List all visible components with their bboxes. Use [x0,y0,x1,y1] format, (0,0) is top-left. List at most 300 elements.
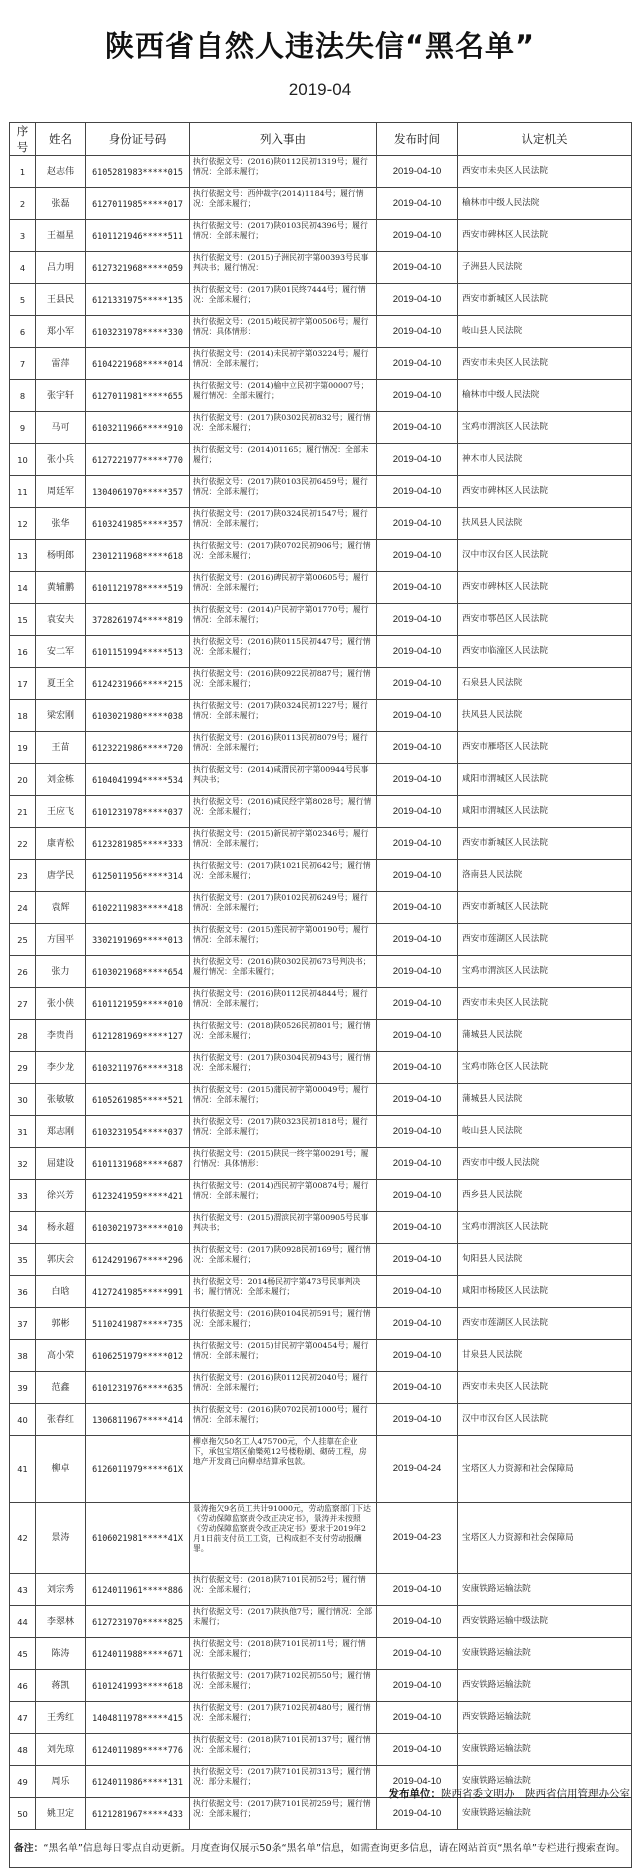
publish-date: 2019-04-10 [377,220,458,252]
table-row [10,540,632,572]
id-number: 6105281983*****015 [86,156,190,188]
issuing-authority: 石泉县人民法院 [458,668,632,700]
publish-date: 2019-04-10 [377,1404,458,1436]
listing-reason: 执行依据文号：(2016)陕0112民初4844号；履行情况：全部未履行； [190,988,377,1020]
id-number: 6105261985*****521 [86,1084,190,1116]
publish-date: 2019-04-10 [377,1052,458,1084]
table-row [10,412,632,444]
id-number: 6124011961*****886 [86,1574,190,1606]
issuing-authority: 西安市碑林区人民法院 [458,572,632,604]
row-number: 35 [10,1244,36,1276]
id-number: 6101231978*****037 [86,796,190,828]
id-number: 6124291967*****296 [86,1244,190,1276]
issuing-authority: 岐山县人民法院 [458,316,632,348]
id-number: 6101121946*****511 [86,220,190,252]
issuing-authority: 安康铁路运输法院 [458,1574,632,1606]
id-number: 6125011956*****314 [86,860,190,892]
listing-reason: 执行依据文号：(2016)碑民初字第00605号；履行情况：全部未履行； [190,572,377,604]
person-name: 范鑫 [36,1372,86,1404]
table-row [10,764,632,796]
issuing-authority: 西安市未央区人民法院 [458,348,632,380]
id-number: 6104041994*****534 [86,764,190,796]
publish-date: 2019-04-10 [377,476,458,508]
table-row [10,1020,632,1052]
publish-date: 2019-04-10 [377,1212,458,1244]
publish-date: 2019-04-10 [377,1574,458,1606]
publish-date: 2019-04-10 [377,1148,458,1180]
issuing-authority: 咸阳市杨陵区人民法院 [458,1276,632,1308]
id-number: 6101241993*****618 [86,1670,190,1702]
issuing-authority: 西安铁路运输法院 [458,1702,632,1734]
row-number: 1 [10,156,36,188]
issuing-authority: 岐山县人民法院 [458,1116,632,1148]
publish-date: 2019-04-10 [377,1084,458,1116]
row-number: 48 [10,1734,36,1766]
header-date: 发布时间 [377,123,458,156]
row-number: 24 [10,892,36,924]
table-row [10,1503,632,1574]
listing-reason: 执行依据文号：(2016)陕0112民初1319号；履行情况：全部未履行； [190,156,377,188]
person-name: 王应飞 [36,796,86,828]
issuing-authority: 西安市碑林区人民法院 [458,220,632,252]
publish-date: 2019-04-10 [377,636,458,668]
listing-reason: 执行依据文号：(2017)陕0323民初1818号；履行情况：全部未履行； [190,1116,377,1148]
person-name: 马可 [36,412,86,444]
person-name: 郑志刚 [36,1116,86,1148]
issuing-authority: 西安市莲湖区人民法院 [458,924,632,956]
listing-reason: 执行依据文号：(2014)01165；履行情况：全部未履行； [190,444,377,476]
table-row [10,284,632,316]
listing-reason: 执行依据文号：(2017)陕1021民初642号；履行情况：全部未履行； [190,860,377,892]
table-row [10,1052,632,1084]
person-name: 周廷军 [36,476,86,508]
table-row [10,1638,632,1670]
table-row [10,604,632,636]
publish-date: 2019-04-10 [377,1766,458,1798]
issuing-authority: 子洲县人民法院 [458,252,632,284]
publish-date: 2019-04-10 [377,1244,458,1276]
person-name: 王秀红 [36,1702,86,1734]
header-org: 认定机关 [458,123,632,156]
header-name: 姓名 [36,123,86,156]
person-name: 王县民 [36,284,86,316]
listing-reason: 执行依据文号：(2018)陕0526民初801号；履行情况：全部未履行； [190,1020,377,1052]
table-row [10,1574,632,1606]
id-number: 6103231978*****330 [86,316,190,348]
publish-date: 2019-04-24 [377,1436,458,1503]
person-name: 安二军 [36,636,86,668]
issuing-authority: 神木市人民法院 [458,444,632,476]
listing-reason: 执行依据文号：(2016)陕0104民初591号；履行情况：全部未履行； [190,1308,377,1340]
row-number: 11 [10,476,36,508]
person-name: 杨永超 [36,1212,86,1244]
issuing-authority: 咸阳市渭城区人民法院 [458,764,632,796]
row-number: 38 [10,1340,36,1372]
table-header-row [10,123,632,156]
table-row [10,1436,632,1503]
listing-reason: 执行依据文号：(2016)陕0113民初8079号；履行情况：全部未履行； [190,732,377,764]
publish-date: 2019-04-23 [377,1503,458,1574]
publish-date: 2019-04-10 [377,508,458,540]
header-reason: 列入事由 [190,123,377,156]
person-name: 郭彬 [36,1308,86,1340]
person-name: 王福星 [36,220,86,252]
id-number: 6101131968*****687 [86,1148,190,1180]
table-row [10,668,632,700]
row-number: 4 [10,252,36,284]
row-number: 27 [10,988,36,1020]
row-number: 21 [10,796,36,828]
row-number: 16 [10,636,36,668]
issuing-authority: 西安市未央区人民法院 [458,1372,632,1404]
table-row [10,1276,632,1308]
issuing-authority: 宝鸡市渭滨区人民法院 [458,1212,632,1244]
listing-reason: 执行依据文号：(2014)西民初字第00874号；履行情况：全部未履行； [190,1180,377,1212]
publish-date: 2019-04-10 [377,892,458,924]
listing-reason: 执行依据文号：(2017)陕0103民初6459号；履行情况：全部未履行； [190,476,377,508]
publish-date: 2019-04-10 [377,1734,458,1766]
row-number: 47 [10,1702,36,1734]
publish-date: 2019-04-10 [377,188,458,220]
table-row [10,1084,632,1116]
publish-date: 2019-04-10 [377,252,458,284]
table-row [10,828,632,860]
person-name: 袁安夫 [36,604,86,636]
id-number: 6127321968*****059 [86,252,190,284]
issuing-authority: 扶风县人民法院 [458,700,632,732]
issuing-authority: 咸阳市渭城区人民法院 [458,796,632,828]
publish-date: 2019-04-10 [377,540,458,572]
publish-date: 2019-04-10 [377,1372,458,1404]
row-number: 18 [10,700,36,732]
person-name: 刘宗秀 [36,1574,86,1606]
id-number: 6101151994*****513 [86,636,190,668]
table-row [10,988,632,1020]
table-row [10,156,632,188]
note-cell [10,1830,632,1868]
id-number: 6124231966*****215 [86,668,190,700]
issuing-authority: 安康铁路运输法院 [458,1798,632,1830]
listing-reason: 执行依据文号：(2017)陕0928民初169号；履行情况：全部未履行； [190,1244,377,1276]
person-name: 杨明郎 [36,540,86,572]
listing-reason: 执行依据文号：(2016)陕0702民初1000号；履行情况：全部未履行； [190,1404,377,1436]
issuing-authority: 西安市碑林区人民法院 [458,476,632,508]
id-number: 6103021973*****010 [86,1212,190,1244]
id-number: 6106021981*****41X [86,1503,190,1574]
publish-date: 2019-04-10 [377,316,458,348]
id-number: 6103211966*****910 [86,412,190,444]
person-name: 刘金栋 [36,764,86,796]
id-number: 6103241985*****357 [86,508,190,540]
publish-date: 2019-04-10 [377,156,458,188]
person-name: 唐学民 [36,860,86,892]
issuing-authority: 西安市临潼区人民法院 [458,636,632,668]
row-number: 40 [10,1404,36,1436]
listing-reason: 执行依据文号：(2016)陕0922民初887号；履行情况：全部未履行； [190,668,377,700]
issuing-authority: 宝鸡市渭滨区人民法院 [458,956,632,988]
table-row [10,188,632,220]
row-number: 6 [10,316,36,348]
note-text: “黑名单”信息每日零点自动更新。月度查询仅展示50条“黑名单”信息，如需查询更多信息，请在网站首页“黑名单”专栏进行搜索查询。 [43,1842,626,1854]
listing-reason: 景涛拖欠9名员工共计91000元，劳动监察部门下达《劳动保障监察责令改正决定书》，景涛并未按照《劳动保障监察责令改正决定书》要求于2019年2月1日前支付员工工资，已构成拒不支付劳动报酬罪。 [190,1503,377,1574]
id-number: 6106251979*****012 [86,1340,190,1372]
person-name: 吕力明 [36,252,86,284]
issuing-authority: 洛南县人民法院 [458,860,632,892]
row-number: 23 [10,860,36,892]
publish-date: 2019-04-10 [377,1276,458,1308]
id-number: 6103021980*****038 [86,700,190,732]
issuing-authority: 西乡县人民法院 [458,1180,632,1212]
header-id: 身份证号码 [86,123,190,156]
table-row [10,1212,632,1244]
row-number: 30 [10,1084,36,1116]
listing-reason: 执行依据文号：(2014)咸渭民初字第00944号民事判决书； [190,764,377,796]
row-number: 43 [10,1574,36,1606]
row-number: 50 [10,1798,36,1830]
issuing-authority: 西安市莲湖区人民法院 [458,1308,632,1340]
header-no: 序号 [10,123,36,156]
issuing-authority: 榆林市中级人民法院 [458,380,632,412]
id-number: 6126011979*****61X [86,1436,190,1503]
person-name: 张小兵 [36,444,86,476]
table-row [10,508,632,540]
person-name: 夏王全 [36,668,86,700]
person-name: 李贵肖 [36,1020,86,1052]
row-number: 26 [10,956,36,988]
publish-date: 2019-04-10 [377,988,458,1020]
issuing-authority: 西安市未央区人民法院 [458,156,632,188]
publish-date: 2019-04-10 [377,732,458,764]
table-row [10,316,632,348]
person-name: 郭庆会 [36,1244,86,1276]
row-number: 13 [10,540,36,572]
id-number: 6102211983*****418 [86,892,190,924]
row-number: 41 [10,1436,36,1503]
table-row [10,1372,632,1404]
person-name: 赵志伟 [36,156,86,188]
row-number: 22 [10,828,36,860]
id-number: 6123241959*****421 [86,1180,190,1212]
row-number: 45 [10,1638,36,1670]
id-number: 6127011981*****655 [86,380,190,412]
issuing-authority: 蒲城县人民法院 [458,1084,632,1116]
row-number: 34 [10,1212,36,1244]
person-name: 郑小军 [36,316,86,348]
publish-date: 2019-04-10 [377,1116,458,1148]
publish-date: 2019-04-10 [377,828,458,860]
person-name: 景涛 [36,1503,86,1574]
issuing-authority: 西安铁路运输中级法院 [458,1606,632,1638]
publish-date: 2019-04-10 [377,1702,458,1734]
listing-reason: 执行依据文号：(2014)未民初字第03224号；履行情况：全部未履行； [190,348,377,380]
person-name: 张春红 [36,1404,86,1436]
listing-reason: 执行依据文号：(2017)陕0304民初943号；履行情况：全部未履行； [190,1052,377,1084]
listing-reason: 执行依据文号：(2015)甘民初字第00454号；履行情况：全部未履行； [190,1340,377,1372]
row-number: 46 [10,1670,36,1702]
listing-reason: 执行依据文号：(2016)陕0302民初673号判决书；履行情况：全部未履行； [190,956,377,988]
table-row [10,476,632,508]
row-number: 20 [10,764,36,796]
listing-reason: 执行依据文号：(2017)陕0102民初6249号；履行情况：全部未履行； [190,892,377,924]
person-name: 黄辅鹏 [36,572,86,604]
listing-reason: 执行依据文号：(2015)莲民初字第00190号；履行情况：全部未履行； [190,924,377,956]
row-number: 5 [10,284,36,316]
table-row [10,1116,632,1148]
person-name: 陈涛 [36,1638,86,1670]
issuing-authority: 榆林市中级人民法院 [458,188,632,220]
table-row [10,1244,632,1276]
person-name: 康青松 [36,828,86,860]
listing-reason: 执行依据文号：西仲裁字(2014)1184号；履行情况：全部未履行； [190,188,377,220]
listing-reason: 执行依据文号：(2015)子洲民初字第00393号民事判决书；履行情况： [190,252,377,284]
listing-reason: 执行依据文号：(2017)陕0702民初906号；履行情况：全部未履行； [190,540,377,572]
table-row [10,860,632,892]
listing-reason: 执行依据文号：(2017)陕0324民初1227号；履行情况：全部未履行； [190,700,377,732]
person-name: 方国平 [36,924,86,956]
row-number: 25 [10,924,36,956]
table-row [10,700,632,732]
issuing-authority: 西安市新城区人民法院 [458,828,632,860]
issuing-authority: 西安市鄠邑区人民法院 [458,604,632,636]
row-number: 31 [10,1116,36,1148]
table-row [10,1606,632,1638]
person-name: 张小侠 [36,988,86,1020]
page-title: 陕西省自然人违法失信“黑名单” [104,29,536,63]
table-row [10,924,632,956]
blacklist-table [9,122,632,1868]
issuing-authority: 宝鸡市渭滨区人民法院 [458,412,632,444]
listing-reason: 执行依据文号：(2017)陕7102民初550号；履行情况：全部未履行； [190,1670,377,1702]
id-number: 2301211968*****618 [86,540,190,572]
id-number: 6103211976*****318 [86,1052,190,1084]
person-name: 李翠林 [36,1606,86,1638]
note-label: 备注： [14,1842,44,1854]
id-number: 3728261974*****819 [86,604,190,636]
row-number: 3 [10,220,36,252]
id-number: 6121281967*****433 [86,1798,190,1830]
person-name: 梁宏刚 [36,700,86,732]
table-row [10,348,632,380]
table-row [10,892,632,924]
issuing-authority: 旬阳县人民法院 [458,1244,632,1276]
table-row [10,1798,632,1830]
listing-reason: 执行依据文号：(2016)咸民经字第8028号；履行情况：全部未履行； [190,796,377,828]
listing-reason: 执行依据文号：(2017)陕7102民初480号；履行情况：全部未履行； [190,1702,377,1734]
listing-reason: 执行依据文号：(2017)陕0302民初832号；履行情况：全部未履行； [190,412,377,444]
issue-date: 2019-04 [288,80,352,99]
row-number: 44 [10,1606,36,1638]
table-row [10,796,632,828]
publish-date: 2019-04-10 [377,284,458,316]
id-number: 6121331975*****135 [86,284,190,316]
publish-date: 2019-04-10 [377,1638,458,1670]
issuing-authority: 甘泉县人民法院 [458,1340,632,1372]
publish-date: 2019-04-10 [377,924,458,956]
listing-reason: 执行依据文号：(2018)陕7101民初137号；履行情况：全部未履行； [190,1734,377,1766]
issuing-authority: 安康铁路运输法院 [458,1766,632,1798]
person-name: 蒋凯 [36,1670,86,1702]
listing-reason: 执行依据文号：(2015)渭滨民初字第00905号民事判决书； [190,1212,377,1244]
issuing-authority: 宝塔区人力资源和社会保障局 [458,1436,632,1503]
publish-date: 2019-04-10 [377,700,458,732]
id-number: 1404811978*****415 [86,1702,190,1734]
person-name: 张敏敏 [36,1084,86,1116]
listing-reason: 执行依据文号：(2015)陕民一终字第00291号；履行情况：具体情形： [190,1148,377,1180]
listing-reason: 执行依据文号：(2015)岐民初字第00506号；履行情况：具体情形： [190,316,377,348]
issuing-authority: 宝鸡市陈仓区人民法院 [458,1052,632,1084]
person-name: 白晗 [36,1276,86,1308]
listing-reason: 执行依据文号：(2017)陕01民终7444号；履行情况：全部未履行； [190,284,377,316]
publish-date: 2019-04-10 [377,796,458,828]
table-row [10,252,632,284]
table-row [10,1702,632,1734]
listing-reason: 执行依据文号：(2018)陕7101民初11号；履行情况：全部未履行； [190,1638,377,1670]
person-name: 刘先琼 [36,1734,86,1766]
listing-reason: 执行依据文号：(2017)陕0103民初4396号；履行情况：全部未履行； [190,220,377,252]
row-number: 15 [10,604,36,636]
person-name: 袁辉 [36,892,86,924]
listing-reason: 执行依据文号：(2018)陕7101民初52号；履行情况：全部未履行； [190,1574,377,1606]
table-row [10,1340,632,1372]
listing-reason: 执行依据文号：2014杨民初字第473号民事判决书；履行情况：全部未履行； [190,1276,377,1308]
id-number: 1306811967*****414 [86,1404,190,1436]
row-number: 17 [10,668,36,700]
table-row [10,572,632,604]
publish-date: 2019-04-10 [377,1308,458,1340]
publish-date: 2019-04-10 [377,444,458,476]
note-row [10,1830,632,1868]
listing-reason: 执行依据文号：(2014)榆中立民初字第00007号；履行情况：全部未履行； [190,380,377,412]
listing-reason: 执行依据文号：(2015)蒲民初字第00049号；履行情况：全部未履行； [190,1084,377,1116]
issuing-authority: 西安铁路运输法院 [458,1670,632,1702]
row-number: 33 [10,1180,36,1212]
person-name: 张力 [36,956,86,988]
issuing-authority: 汉中市汉台区人民法院 [458,540,632,572]
issuing-authority: 蒲城县人民法院 [458,1020,632,1052]
publish-date: 2019-04-10 [377,1020,458,1052]
publisher-label: 发布单位： [388,1788,441,1800]
row-number: 14 [10,572,36,604]
listing-reason: 执行依据文号：(2016)陕0115民初447号；履行情况：全部未履行； [190,636,377,668]
row-number: 32 [10,1148,36,1180]
publish-date: 2019-04-10 [377,956,458,988]
issuing-authority: 西安市雁塔区人民法院 [458,732,632,764]
id-number: 6101121959*****010 [86,988,190,1020]
id-number: 6127231970*****825 [86,1606,190,1638]
row-number: 42 [10,1503,36,1574]
table-row [10,1404,632,1436]
publisher-text: 陕西省委文明办 陕西省信用管理办公室 [441,1788,630,1800]
person-name: 高小荣 [36,1340,86,1372]
id-number: 6121281969*****127 [86,1020,190,1052]
id-number: 6101231976*****635 [86,1372,190,1404]
table-row [10,636,632,668]
issuing-authority: 西安市新城区人民法院 [458,284,632,316]
table-row [10,1148,632,1180]
issuing-authority: 宝塔区人力资源和社会保障局 [458,1503,632,1574]
row-number: 29 [10,1052,36,1084]
row-number: 39 [10,1372,36,1404]
id-number: 6123281985*****333 [86,828,190,860]
id-number: 6127221977*****770 [86,444,190,476]
issuing-authority: 安康铁路运输法院 [458,1734,632,1766]
row-number: 49 [10,1766,36,1798]
row-number: 7 [10,348,36,380]
id-number: 6124011986*****131 [86,1766,190,1798]
issuing-authority: 安康铁路运输法院 [458,1638,632,1670]
publish-date: 2019-04-10 [377,860,458,892]
person-name: 屈建设 [36,1148,86,1180]
